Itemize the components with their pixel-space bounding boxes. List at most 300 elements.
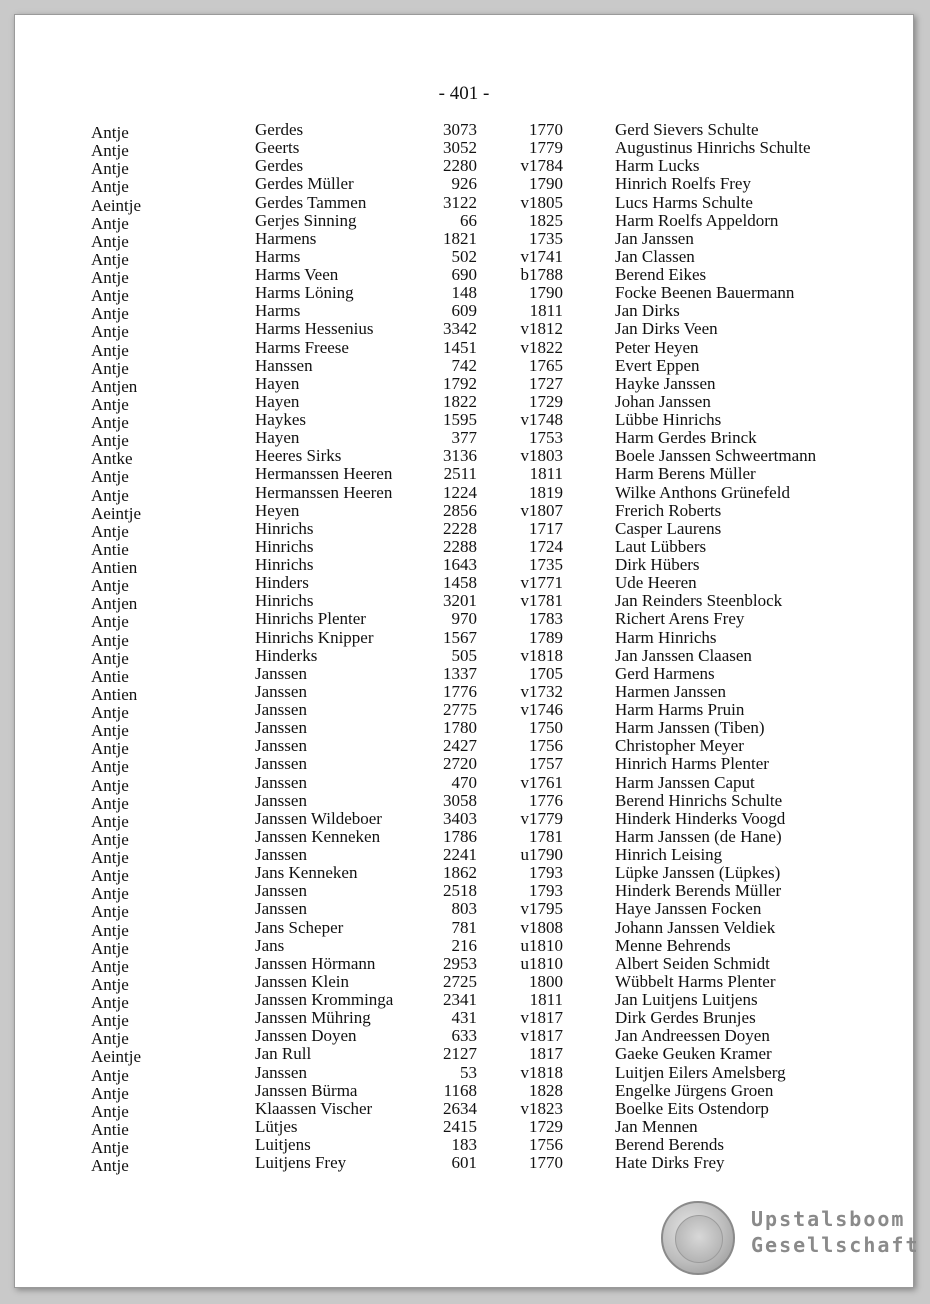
- surname: Harmens: [255, 228, 317, 248]
- surname: Janssen Hörmann: [255, 953, 376, 973]
- record-number: 1643: [443, 555, 477, 574]
- spouse-name: Laut Lübbers: [615, 536, 707, 556]
- given-name: Antje: [91, 920, 129, 940]
- surname: Janssen Klein: [255, 971, 349, 991]
- surname: Harms Veen: [255, 265, 339, 284]
- given-name: Antje: [91, 630, 129, 650]
- table-row: [15, 120, 913, 142]
- record-number: 2288: [443, 536, 477, 556]
- spouse-name: Jan Luitjens Luitjens: [615, 990, 758, 1009]
- year: 1779: [529, 138, 563, 158]
- surname: Hermanssen Heeren: [255, 482, 393, 502]
- year: v1746: [520, 700, 563, 719]
- spouse-name: Ude Heeren: [615, 573, 697, 593]
- spouse-name: Lübbe Hinrichs: [615, 410, 722, 429]
- spouse-name: Berend Berends: [615, 1135, 725, 1154]
- table-row: [15, 446, 913, 469]
- table-row: [15, 228, 913, 251]
- record-number: 1786: [443, 826, 477, 846]
- year: 1819: [529, 482, 563, 502]
- table-row: [15, 845, 913, 867]
- record-number: 2228: [443, 518, 477, 538]
- spouse-name: Lucs Harms Schulte: [615, 192, 753, 212]
- surname: Harms Freese: [255, 337, 349, 357]
- record-number: 2127: [443, 1044, 477, 1064]
- table-row: [15, 410, 913, 432]
- year: 1753: [529, 428, 563, 448]
- surname: Klaassen Vischer: [255, 1098, 373, 1118]
- table-row: [15, 500, 913, 523]
- year: v1822: [520, 337, 563, 357]
- year: v1795: [520, 899, 563, 919]
- surname: Janssen: [255, 663, 307, 683]
- year: 1800: [529, 971, 563, 991]
- table-row: [15, 373, 913, 396]
- year: v1807: [520, 500, 563, 520]
- table-row: [15, 138, 913, 161]
- spouse-name: Richert Arens Frey: [615, 609, 745, 629]
- table-row: [15, 808, 913, 831]
- surname: Janssen Mühring: [255, 1008, 371, 1028]
- year: 1735: [529, 228, 563, 248]
- year: 1790: [529, 174, 563, 194]
- given-name: Antje: [91, 431, 129, 451]
- record-number: 502: [451, 246, 477, 266]
- given-name: Antje: [91, 576, 129, 596]
- spouse-name: Harm Roelfs Appeldorn: [615, 210, 779, 230]
- surname: Janssen: [255, 736, 307, 756]
- record-number: 1567: [443, 627, 477, 647]
- table-row: [15, 301, 913, 324]
- surname: Janssen: [255, 790, 307, 810]
- spouse-name: Frerich Roberts: [615, 500, 722, 520]
- spouse-name: Harm Gerdes Brinck: [615, 428, 757, 448]
- given-name: Antje: [91, 304, 129, 324]
- surname: Janssen Wildeboer: [255, 808, 382, 828]
- surname: Janssen: [255, 881, 307, 901]
- seal-icon: [661, 1201, 735, 1275]
- year: 1811: [529, 990, 563, 1009]
- given-name: Antje: [91, 322, 129, 342]
- year: 1811: [529, 464, 563, 484]
- document-page: [14, 14, 920, 1288]
- record-number: 3073: [443, 120, 477, 139]
- given-name: Antje: [91, 213, 129, 233]
- record-number: 431: [451, 1008, 477, 1028]
- table-row: [15, 1026, 913, 1049]
- year: v1817: [520, 1026, 563, 1046]
- surname: Janssen: [255, 681, 307, 701]
- surname: Hayen: [255, 373, 300, 393]
- year: v1818: [520, 645, 563, 665]
- given-name: Antje: [91, 993, 129, 1012]
- spouse-name: Jan Dirks: [615, 301, 680, 321]
- year: 1756: [529, 1135, 563, 1154]
- year: v1803: [520, 446, 563, 466]
- given-name: Antje: [91, 268, 129, 287]
- record-number: 1458: [443, 573, 477, 593]
- surname: Janssen Doyen: [255, 1026, 357, 1046]
- year: v1805: [520, 192, 563, 212]
- table-row: [15, 1008, 913, 1031]
- year: 1811: [529, 301, 563, 321]
- table-row: [15, 1044, 913, 1067]
- record-number: 505: [451, 645, 477, 665]
- surname: Janssen: [255, 772, 307, 792]
- table-row: [15, 609, 913, 632]
- spouse-name: Hate Dirks Frey: [615, 1153, 725, 1173]
- given-name: Antje: [91, 1029, 129, 1049]
- spouse-name: Gerd Harmens: [615, 663, 715, 683]
- record-number: 3136: [443, 446, 477, 466]
- spouse-name: Haye Janssen Focken: [615, 899, 762, 919]
- spouse-name: Gerd Sievers Schulte: [615, 120, 759, 139]
- given-name: Antje: [91, 231, 129, 251]
- record-number: 2415: [443, 1116, 477, 1136]
- surname: Gerdes: [255, 156, 304, 176]
- given-name: Antje: [91, 739, 129, 759]
- given-name: Antje: [91, 721, 129, 741]
- record-number: 66: [460, 210, 477, 230]
- year: 1790: [529, 283, 563, 303]
- year: u1790: [520, 845, 563, 864]
- record-number: 1862: [443, 863, 477, 883]
- surname: Luitjens: [255, 1135, 311, 1154]
- table-row: [15, 772, 913, 795]
- spouse-name: Harm Janssen (de Hane): [615, 826, 782, 846]
- record-number: 1337: [443, 663, 477, 683]
- given-name: Antje: [91, 866, 129, 886]
- record-number: 609: [451, 301, 477, 321]
- record-number: 3403: [443, 808, 477, 828]
- given-name: Antjen: [91, 376, 138, 396]
- year: v1732: [520, 681, 563, 701]
- record-number: 1821: [443, 228, 477, 248]
- table-row: [15, 1116, 913, 1139]
- spouse-name: Peter Heyen: [615, 337, 699, 357]
- given-name: Antje: [91, 123, 129, 142]
- surname: Hayen: [255, 391, 300, 411]
- year: v1784: [520, 156, 563, 176]
- year: v1771: [520, 573, 563, 593]
- given-name: Antje: [91, 394, 129, 414]
- given-name: Antje: [91, 884, 129, 904]
- year: 1817: [529, 1044, 563, 1064]
- given-name: Antje: [91, 141, 129, 161]
- table-row: [15, 790, 913, 813]
- given-name: Antje: [91, 938, 129, 958]
- table-row: [15, 826, 913, 849]
- surname: Janssen: [255, 845, 307, 864]
- surname: Janssen Bürma: [255, 1080, 358, 1100]
- record-number: 148: [451, 283, 477, 303]
- table-row: [15, 990, 913, 1012]
- table-row: [15, 246, 913, 269]
- spouse-name: Harm Harms Pruin: [615, 700, 745, 719]
- year: 1789: [529, 627, 563, 647]
- record-number: 3201: [443, 591, 477, 611]
- surname: Hayen: [255, 428, 300, 448]
- table-row: [15, 700, 913, 722]
- record-number: 1780: [443, 718, 477, 738]
- given-name: Antje: [91, 1138, 129, 1157]
- year: v1761: [520, 772, 563, 792]
- table-row: [15, 1062, 913, 1085]
- year: 1776: [529, 790, 563, 810]
- given-name: Antje: [91, 1011, 129, 1031]
- table-row: [15, 645, 913, 668]
- spouse-name: Augustinus Hinrichs Schulte: [615, 138, 811, 158]
- given-name: Antje: [91, 793, 129, 813]
- table-row: [15, 428, 913, 451]
- year: v1818: [520, 1062, 563, 1082]
- given-name: Antje: [91, 775, 129, 795]
- record-number: 781: [451, 917, 477, 937]
- year: 1724: [529, 536, 563, 556]
- surname: Gerdes Müller: [255, 174, 354, 194]
- given-name: Antje: [91, 521, 129, 541]
- year: v1781: [520, 591, 563, 611]
- table-row: [15, 935, 913, 958]
- given-name: Antje: [91, 956, 129, 976]
- surname: Janssen Kromminga: [255, 990, 394, 1009]
- year: v1741: [520, 246, 563, 266]
- table-row: [15, 283, 913, 306]
- register-list: [15, 120, 913, 1176]
- spouse-name: Boele Janssen Schweertmann: [615, 446, 817, 466]
- spouse-name: Jan Reinders Steenblock: [615, 591, 783, 611]
- surname: Harms: [255, 301, 301, 321]
- record-number: 803: [451, 899, 477, 919]
- given-name: Antje: [91, 648, 129, 668]
- table-row: [15, 1135, 913, 1157]
- table-row: [15, 464, 913, 487]
- upstalsboom-logo: [661, 1201, 921, 1291]
- record-number: 690: [451, 265, 477, 284]
- surname: Janssen: [255, 754, 307, 774]
- surname: Hinrichs Knipper: [255, 627, 374, 647]
- spouse-name: Christopher Meyer: [615, 736, 744, 756]
- record-number: 2280: [443, 156, 477, 176]
- table-row: [15, 971, 913, 994]
- surname: Hinrichs: [255, 536, 314, 556]
- table-row: [15, 899, 913, 922]
- surname: Jans Kenneken: [255, 863, 358, 883]
- table-row: [15, 355, 913, 378]
- surname: Geerts: [255, 138, 300, 158]
- surname: Hinderks: [255, 645, 318, 665]
- surname: Hinders: [255, 573, 309, 593]
- spouse-name: Evert Eppen: [615, 355, 700, 375]
- logo-line-1: Upstalsboom: [751, 1207, 906, 1231]
- surname: Janssen: [255, 899, 307, 919]
- table-row: [15, 319, 913, 342]
- table-row: [15, 482, 913, 505]
- given-name: Antke: [91, 449, 133, 469]
- spouse-name: Gaeke Geuken Kramer: [615, 1044, 772, 1064]
- record-number: 1792: [443, 373, 477, 393]
- table-row: [15, 1153, 913, 1176]
- table-row: [15, 192, 913, 215]
- year: v1817: [520, 1008, 563, 1028]
- surname: Hinrichs: [255, 518, 314, 538]
- year: 1717: [529, 518, 563, 538]
- surname: Haykes: [255, 410, 306, 429]
- year: 1781: [529, 826, 563, 846]
- table-row: [15, 1098, 913, 1121]
- year: 1756: [529, 736, 563, 756]
- record-number: 3122: [443, 192, 477, 212]
- spouse-name: Dirk Gerdes Brunjes: [615, 1008, 756, 1028]
- record-number: 1595: [443, 410, 477, 429]
- record-number: 470: [451, 772, 477, 792]
- record-number: 3052: [443, 138, 477, 158]
- record-number: 216: [451, 935, 477, 955]
- spouse-name: Harm Janssen Caput: [615, 772, 755, 792]
- given-name: Antje: [91, 286, 129, 306]
- surname: Janssen: [255, 718, 307, 738]
- spouse-name: Hayke Janssen: [615, 373, 716, 393]
- record-number: 970: [451, 609, 477, 629]
- record-number: 633: [451, 1026, 477, 1046]
- table-row: [15, 573, 913, 596]
- spouse-name: Wübbelt Harms Plenter: [615, 971, 776, 991]
- surname: Harms Löning: [255, 283, 354, 303]
- record-number: 2720: [443, 754, 477, 774]
- year: v1812: [520, 319, 563, 339]
- given-name: Antien: [91, 684, 138, 704]
- year: 1705: [529, 663, 563, 683]
- spouse-name: Hinrich Roelfs Frey: [615, 174, 751, 194]
- surname: Heyen: [255, 500, 300, 520]
- given-name: Antje: [91, 1083, 129, 1103]
- year: 1770: [529, 120, 563, 139]
- given-name: Antje: [91, 829, 129, 849]
- spouse-name: Harm Hinrichs: [615, 627, 717, 647]
- spouse-name: Jan Dirks Veen: [615, 319, 718, 339]
- table-row: [15, 627, 913, 650]
- spouse-name: Engelke Jürgens Groen: [615, 1080, 774, 1100]
- table-row: [15, 174, 913, 197]
- table-row: [15, 555, 913, 577]
- year: 1828: [529, 1080, 563, 1100]
- spouse-name: Jan Janssen: [615, 228, 694, 248]
- surname: Jans: [255, 935, 285, 955]
- record-number: 742: [451, 355, 477, 375]
- surname: Gerjes Sinning: [255, 210, 357, 230]
- record-number: 2241: [443, 845, 477, 864]
- spouse-name: Dirk Hübers: [615, 555, 700, 574]
- record-number: 2427: [443, 736, 477, 756]
- table-row: [15, 953, 913, 976]
- given-name: Antje: [91, 1156, 129, 1176]
- given-name: Antje: [91, 485, 129, 505]
- given-name: Antje: [91, 249, 129, 269]
- surname: Luitjens Frey: [255, 1153, 347, 1173]
- table-row: [15, 663, 913, 686]
- record-number: 53: [460, 1062, 477, 1082]
- given-name: Antje: [91, 177, 129, 197]
- record-number: 2634: [443, 1098, 477, 1118]
- year: 1735: [529, 555, 563, 574]
- spouse-name: Harmen Janssen: [615, 681, 726, 701]
- table-row: [15, 1080, 913, 1103]
- spouse-name: Boelke Eits Ostendorp: [615, 1098, 769, 1118]
- year: 1729: [529, 1116, 563, 1136]
- table-row: [15, 681, 913, 704]
- given-name: Antie: [91, 666, 129, 686]
- table-row: [15, 337, 913, 360]
- record-number: 3342: [443, 319, 477, 339]
- table-row: [15, 536, 913, 559]
- given-name: Antje: [91, 159, 129, 179]
- surname: Janssen Kenneken: [255, 826, 381, 846]
- spouse-name: Jan Janssen Claasen: [615, 645, 752, 665]
- year: b1788: [520, 265, 563, 284]
- record-number: 2953: [443, 953, 477, 973]
- spouse-name: Berend Hinrichs Schulte: [615, 790, 783, 810]
- given-name: Antje: [91, 848, 129, 867]
- logo-line-2: Gesellschaft: [751, 1233, 920, 1257]
- record-number: 2775: [443, 700, 477, 719]
- surname: Hinrichs: [255, 591, 314, 611]
- year: 1729: [529, 391, 563, 411]
- year: 1750: [529, 718, 563, 738]
- surname: Jan Rull: [255, 1044, 312, 1064]
- given-name: Antje: [91, 757, 129, 777]
- given-name: Antje: [91, 1065, 129, 1085]
- given-name: Antie: [91, 1119, 129, 1139]
- spouse-name: Hinrich Leising: [615, 845, 723, 864]
- surname: Jans Scheper: [255, 917, 344, 937]
- spouse-name: Hinderk Berends Müller: [615, 881, 782, 901]
- given-name: Aeintje: [91, 503, 142, 523]
- given-name: Antje: [91, 811, 129, 831]
- given-name: Antje: [91, 340, 129, 360]
- spouse-name: Harm Lucks: [615, 156, 700, 176]
- table-row: [15, 754, 913, 777]
- surname: Heeres Sirks: [255, 446, 342, 466]
- record-number: 2518: [443, 881, 477, 901]
- table-row: [15, 736, 913, 759]
- surname: Gerdes Tammen: [255, 192, 367, 212]
- record-number: 2725: [443, 971, 477, 991]
- table-row: [15, 391, 913, 414]
- year: 1727: [529, 373, 563, 393]
- spouse-name: Jan Mennen: [615, 1116, 698, 1136]
- given-name: Aeintje: [91, 1047, 142, 1067]
- given-name: Antje: [91, 612, 129, 632]
- record-number: 1224: [443, 482, 477, 502]
- year: 1793: [529, 881, 563, 901]
- year: 1783: [529, 609, 563, 629]
- spouse-name: Berend Eikes: [615, 265, 707, 284]
- given-name: Antje: [91, 703, 129, 722]
- table-row: [15, 881, 913, 904]
- given-name: Antje: [91, 1101, 129, 1121]
- spouse-name: Albert Seiden Schmidt: [615, 953, 770, 973]
- surname: Gerdes: [255, 120, 304, 139]
- spouse-name: Casper Laurens: [615, 518, 722, 538]
- table-row: [15, 518, 913, 541]
- record-number: 3058: [443, 790, 477, 810]
- given-name: Antje: [91, 974, 129, 994]
- year: v1808: [520, 917, 563, 937]
- page-number: - 401 -: [438, 83, 490, 104]
- table-row: [15, 917, 913, 940]
- spouse-name: Hinrich Harms Plenter: [615, 754, 769, 774]
- year: v1779: [520, 808, 563, 828]
